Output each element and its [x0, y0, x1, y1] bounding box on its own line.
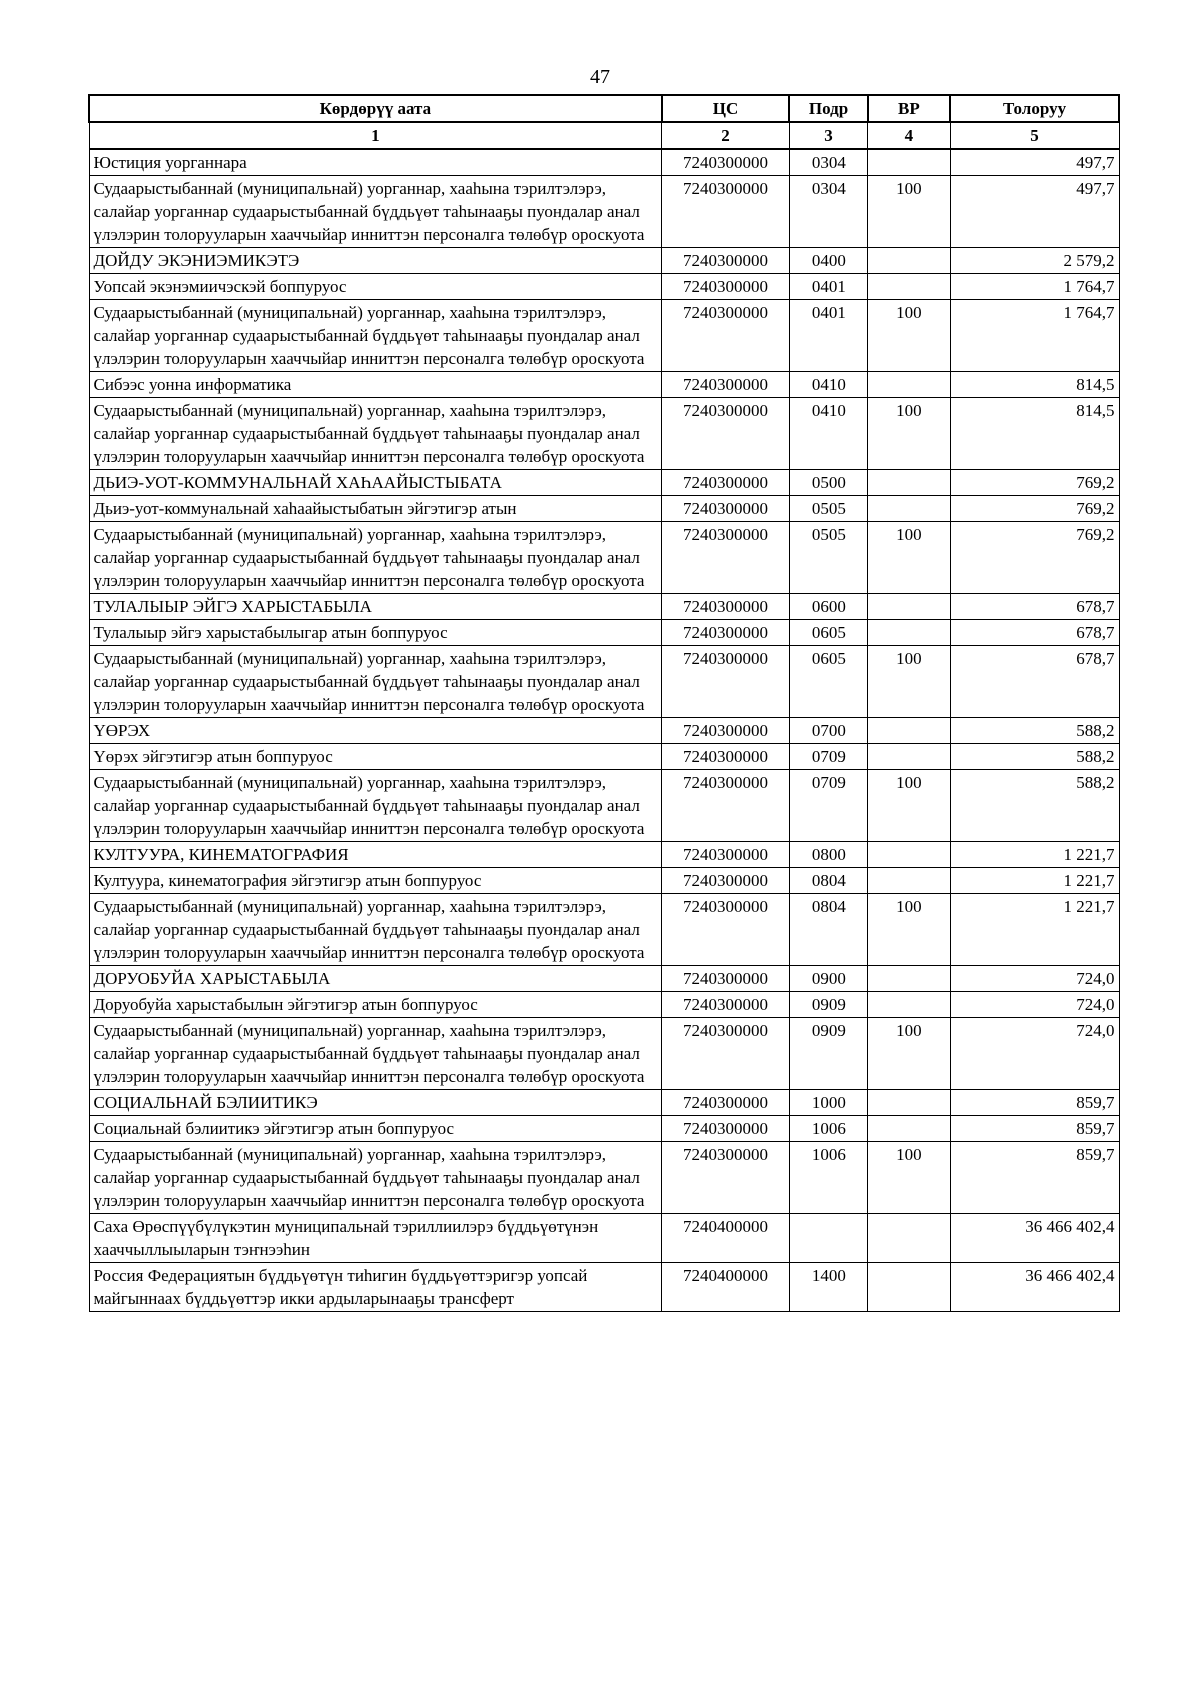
row-cs-cell: 7240300000	[662, 522, 790, 594]
header-podr: Подр	[789, 95, 867, 122]
table-row	[89, 149, 1119, 176]
row-sum-cell: 2 579,2	[950, 248, 1119, 274]
header-vr: ВР	[868, 95, 950, 122]
table-row	[89, 1018, 1119, 1090]
row-sum-cell: 1 764,7	[950, 300, 1119, 372]
row-cs-cell: 7240300000	[662, 868, 790, 894]
row-cs-cell: 7240300000	[662, 770, 790, 842]
table-row	[89, 894, 1119, 966]
row-sum-cell: 588,2	[950, 718, 1119, 744]
row-cs-cell: 7240300000	[662, 594, 790, 620]
table-row	[89, 646, 1119, 718]
row-cs-cell: 7240300000	[662, 718, 790, 744]
table-row	[89, 398, 1119, 470]
row-cs-cell: 7240300000	[662, 646, 790, 718]
row-vr-cell: 100	[868, 300, 950, 372]
row-sum-cell: 724,0	[950, 1018, 1119, 1090]
row-vr-cell	[868, 274, 950, 300]
row-vr-cell	[868, 992, 950, 1018]
row-podr-cell: 0304	[789, 176, 867, 248]
row-cs-cell: 7240400000	[662, 1214, 790, 1263]
table-row	[89, 868, 1119, 894]
row-cs-cell: 7240300000	[662, 894, 790, 966]
row-podr-cell: 1000	[789, 1090, 867, 1116]
row-sum-cell: 1 221,7	[950, 894, 1119, 966]
row-podr-cell: 0909	[789, 992, 867, 1018]
table-row	[89, 496, 1119, 522]
row-cs-cell: 7240300000	[662, 744, 790, 770]
row-sum-cell: 859,7	[950, 1090, 1119, 1116]
row-vr-cell	[868, 718, 950, 744]
row-sum-cell: 497,7	[950, 149, 1119, 176]
row-podr-cell: 0304	[789, 149, 867, 176]
row-cs-cell: 7240300000	[662, 496, 790, 522]
row-name-cell: Судаарыстыбаннай (муниципальнай) уорганнар, хааһына тэрилтэлэрэ, салайар уорганнар судаарыстыбаннай бүддьүөт таһынааҕы пуондалар анал үлэлэрин толорууларын хааччыйар инниттэн персоналга төлөбүр ороскуота	[89, 176, 662, 248]
row-name-cell: Юстиция уорганнара	[89, 149, 662, 176]
table-row	[89, 300, 1119, 372]
row-cs-cell: 7240300000	[662, 372, 790, 398]
row-sum-cell: 588,2	[950, 770, 1119, 842]
row-sum-cell: 36 466 402,4	[950, 1214, 1119, 1263]
row-name-cell: Судаарыстыбаннай (муниципальнай) уорганнар, хааһына тэрилтэлэрэ, салайар уорганнар судаарыстыбаннай бүддьүөт таһынааҕы пуондалар анал үлэлэрин толорууларын хааччыйар инниттэн персоналга төлөбүр ороскуота	[89, 646, 662, 718]
row-podr-cell: 0410	[789, 398, 867, 470]
row-podr-cell: 0505	[789, 522, 867, 594]
row-cs-cell: 7240400000	[662, 1263, 790, 1312]
row-name-cell: КУЛТУУРА, КИНЕМАТОГРАФИЯ	[89, 842, 662, 868]
row-cs-cell: 7240300000	[662, 1142, 790, 1214]
row-vr-cell	[868, 1116, 950, 1142]
row-sum-cell: 814,5	[950, 372, 1119, 398]
table-row	[89, 372, 1119, 398]
row-cs-cell: 7240300000	[662, 248, 790, 274]
row-vr-cell	[868, 744, 950, 770]
table-row	[89, 1263, 1119, 1312]
row-cs-cell: 7240300000	[662, 1116, 790, 1142]
row-podr-cell: 0700	[789, 718, 867, 744]
row-name-cell: Уопсай экэнэмиичэскэй боппуруос	[89, 274, 662, 300]
row-vr-cell	[868, 620, 950, 646]
row-vr-cell	[868, 496, 950, 522]
row-name-cell: Судаарыстыбаннай (муниципальнай) уорганнар, хааһына тэрилтэлэрэ, салайар уорганнар судаарыстыбаннай бүддьүөт таһынааҕы пуондалар анал үлэлэрин толорууларын хааччыйар инниттэн персоналга төлөбүр ороскуота	[89, 770, 662, 842]
row-name-cell: Дьиэ-уот-коммунальнай хаһаайыстыбатын эйгэтигэр атын	[89, 496, 662, 522]
row-podr-cell: 0401	[789, 274, 867, 300]
row-name-cell: Култуура, кинематография эйгэтигэр атын боппуруос	[89, 868, 662, 894]
row-vr-cell	[868, 1214, 950, 1263]
table-row	[89, 1090, 1119, 1116]
row-name-cell: Саха Өрөспүүбүлүкэтин муниципальнай тэриллиилэрэ бүддьүөтүнэн хааччыллыыларын тэҥнээһин	[89, 1214, 662, 1263]
row-cs-cell: 7240300000	[662, 842, 790, 868]
row-vr-cell	[868, 966, 950, 992]
row-cs-cell: 7240300000	[662, 1018, 790, 1090]
row-name-cell: ДОЙДУ ЭКЭНИЭМИКЭТЭ	[89, 248, 662, 274]
row-name-cell: Судаарыстыбаннай (муниципальнай) уорганнар, хааһына тэрилтэлэрэ, салайар уорганнар судаарыстыбаннай бүддьүөт таһынааҕы пуондалар анал үлэлэрин толорууларын хааччыйар инниттэн персоналга төлөбүр ороскуота	[89, 1018, 662, 1090]
row-sum-cell: 1 764,7	[950, 274, 1119, 300]
table-row	[89, 770, 1119, 842]
row-cs-cell: 7240300000	[662, 1090, 790, 1116]
table-row	[89, 470, 1119, 496]
table-row	[89, 1214, 1119, 1263]
row-podr-cell: 0400	[789, 248, 867, 274]
header-cs: ЦС	[662, 95, 790, 122]
row-sum-cell: 814,5	[950, 398, 1119, 470]
column-number: 3	[789, 122, 867, 149]
row-podr-cell: 0800	[789, 842, 867, 868]
row-cs-cell: 7240300000	[662, 176, 790, 248]
table-row	[89, 248, 1119, 274]
column-number: 5	[950, 122, 1119, 149]
column-number: 2	[662, 122, 790, 149]
row-name-cell: Россия Федерациятын бүддьүөтүн тиһигин бүддьүөттэригэр уопсай майгыннаах бүддьүөттэр икки ардыларынааҕы трансферт	[89, 1263, 662, 1312]
row-cs-cell: 7240300000	[662, 149, 790, 176]
row-vr-cell: 100	[868, 398, 950, 470]
header-name: Көрдөрүү аата	[89, 95, 662, 122]
page-number: 47	[590, 66, 610, 88]
table-row	[89, 718, 1119, 744]
row-sum-cell: 678,7	[950, 620, 1119, 646]
table-row	[89, 620, 1119, 646]
table-body	[89, 149, 1119, 1312]
row-name-cell: Судаарыстыбаннай (муниципальнай) уорганнар, хааһына тэрилтэлэрэ, салайар уорганнар судаарыстыбаннай бүддьүөт таһынааҕы пуондалар анал үлэлэрин толорууларын хааччыйар инниттэн персоналга төлөбүр ороскуота	[89, 398, 662, 470]
row-sum-cell: 678,7	[950, 646, 1119, 718]
row-podr-cell: 0410	[789, 372, 867, 398]
table-row	[89, 992, 1119, 1018]
row-podr-cell: 0804	[789, 868, 867, 894]
row-sum-cell: 724,0	[950, 966, 1119, 992]
row-vr-cell: 100	[868, 176, 950, 248]
row-podr-cell	[789, 1214, 867, 1263]
row-podr-cell: 0401	[789, 300, 867, 372]
row-name-cell: ДЬИЭ-УОТ-КОММУНАЛЬНАЙ ХАҺААЙЫСТЫБАТА	[89, 470, 662, 496]
row-vr-cell: 100	[868, 522, 950, 594]
row-sum-cell: 36 466 402,4	[950, 1263, 1119, 1312]
row-name-cell: ҮӨРЭХ	[89, 718, 662, 744]
row-podr-cell: 0709	[789, 770, 867, 842]
row-podr-cell: 0500	[789, 470, 867, 496]
row-podr-cell: 0709	[789, 744, 867, 770]
row-vr-cell: 100	[868, 1018, 950, 1090]
column-number: 4	[868, 122, 950, 149]
row-name-cell: Үөрэх эйгэтигэр атын боппуруос	[89, 744, 662, 770]
row-cs-cell: 7240300000	[662, 470, 790, 496]
row-cs-cell: 7240300000	[662, 274, 790, 300]
row-vr-cell	[868, 842, 950, 868]
row-sum-cell: 859,7	[950, 1142, 1119, 1214]
row-vr-cell: 100	[868, 646, 950, 718]
row-vr-cell	[868, 1263, 950, 1312]
row-vr-cell: 100	[868, 1142, 950, 1214]
header-sum: Толоруу	[950, 95, 1119, 122]
row-vr-cell	[868, 372, 950, 398]
row-podr-cell: 1400	[789, 1263, 867, 1312]
row-podr-cell: 1006	[789, 1116, 867, 1142]
row-podr-cell: 1006	[789, 1142, 867, 1214]
header-row	[89, 95, 1119, 122]
row-name-cell: ТУЛАЛЫЫР ЭЙГЭ ХАРЫСТАБЫЛА	[89, 594, 662, 620]
row-vr-cell	[868, 594, 950, 620]
row-sum-cell: 497,7	[950, 176, 1119, 248]
row-sum-cell: 724,0	[950, 992, 1119, 1018]
row-podr-cell: 0600	[789, 594, 867, 620]
row-sum-cell: 588,2	[950, 744, 1119, 770]
table-row	[89, 176, 1119, 248]
row-name-cell: Доруобуйа харыстабылын эйгэтигэр атын боппуруос	[89, 992, 662, 1018]
budget-table	[88, 94, 1120, 1312]
column-number: 1	[89, 122, 662, 149]
table-row	[89, 522, 1119, 594]
row-name-cell: ДОРУОБУЙА ХАРЫСТАБЫЛА	[89, 966, 662, 992]
row-sum-cell: 1 221,7	[950, 868, 1119, 894]
row-name-cell: СОЦИАЛЬНАЙ БЭЛИИТИКЭ	[89, 1090, 662, 1116]
column-number-row	[89, 122, 1119, 149]
row-name-cell: Судаарыстыбаннай (муниципальнай) уорганнар, хааһына тэрилтэлэрэ, салайар уорганнар судаарыстыбаннай бүддьүөт таһынааҕы пуондалар анал үлэлэрин толорууларын хааччыйар инниттэн персоналга төлөбүр ороскуота	[89, 300, 662, 372]
row-vr-cell: 100	[868, 770, 950, 842]
row-vr-cell	[868, 868, 950, 894]
row-vr-cell	[868, 149, 950, 176]
table-row	[89, 966, 1119, 992]
row-cs-cell: 7240300000	[662, 398, 790, 470]
row-podr-cell: 0505	[789, 496, 867, 522]
row-vr-cell: 100	[868, 894, 950, 966]
row-cs-cell: 7240300000	[662, 620, 790, 646]
table-row	[89, 594, 1119, 620]
row-sum-cell: 769,2	[950, 522, 1119, 594]
table-row	[89, 744, 1119, 770]
row-name-cell: Сибээс уонна информатика	[89, 372, 662, 398]
row-name-cell: Судаарыстыбаннай (муниципальнай) уорганнар, хааһына тэрилтэлэрэ, салайар уорганнар судаарыстыбаннай бүддьүөт таһынааҕы пуондалар анал үлэлэрин толорууларын хааччыйар инниттэн персоналга төлөбүр ороскуота	[89, 894, 662, 966]
row-cs-cell: 7240300000	[662, 300, 790, 372]
row-podr-cell: 0804	[789, 894, 867, 966]
row-podr-cell: 0900	[789, 966, 867, 992]
row-name-cell: Судаарыстыбаннай (муниципальнай) уорганнар, хааһына тэрилтэлэрэ, салайар уорганнар судаарыстыбаннай бүддьүөт таһынааҕы пуондалар анал үлэлэрин толорууларын хааччыйар инниттэн персоналга төлөбүр ороскуота	[89, 1142, 662, 1214]
row-podr-cell: 0605	[789, 620, 867, 646]
row-sum-cell: 859,7	[950, 1116, 1119, 1142]
row-podr-cell: 0909	[789, 1018, 867, 1090]
row-sum-cell: 769,2	[950, 496, 1119, 522]
row-name-cell: Судаарыстыбаннай (муниципальнай) уорганнар, хааһына тэрилтэлэрэ, салайар уорганнар судаарыстыбаннай бүддьүөт таһынааҕы пуондалар анал үлэлэрин толорууларын хааччыйар инниттэн персоналга төлөбүр ороскуота	[89, 522, 662, 594]
row-vr-cell	[868, 248, 950, 274]
row-sum-cell: 1 221,7	[950, 842, 1119, 868]
table-row	[89, 842, 1119, 868]
table-row	[89, 1142, 1119, 1214]
table-row	[89, 274, 1119, 300]
row-vr-cell	[868, 470, 950, 496]
row-sum-cell: 769,2	[950, 470, 1119, 496]
row-sum-cell: 678,7	[950, 594, 1119, 620]
row-vr-cell	[868, 1090, 950, 1116]
table-row	[89, 1116, 1119, 1142]
row-podr-cell: 0605	[789, 646, 867, 718]
row-name-cell: Социальнай бэлиитикэ эйгэтигэр атын боппуруос	[89, 1116, 662, 1142]
row-name-cell: Тулалыыр эйгэ харыстабылыгар атын боппуруос	[89, 620, 662, 646]
row-cs-cell: 7240300000	[662, 992, 790, 1018]
row-cs-cell: 7240300000	[662, 966, 790, 992]
